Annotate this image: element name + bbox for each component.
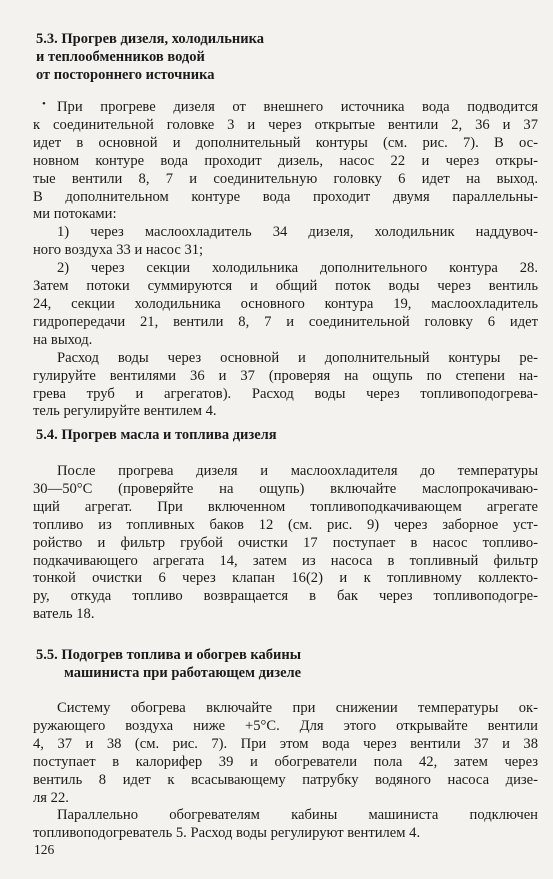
text-line: топливоподогреватель 5. Расход воды регулируют вентилем 4.	[33, 825, 421, 842]
paragraph	[33, 700, 538, 807]
text-line: топливо из топливных баков 12 (см. рис. 9) через заборное уст-	[33, 516, 538, 533]
text-line: В дополнительном контуре вода проходит двумя параллельны-	[33, 188, 538, 205]
heading-line: от постороннего источника	[36, 67, 215, 83]
text-line: к соединительной головке 3 и через открытые вентили 2, 36 и 37	[33, 116, 538, 133]
text-line: 30—50°С (проверяйте на ощупь) включайте маслопрокачиваю-	[33, 480, 538, 497]
text-line: тые вентили 8, 7 и соединительную головку 6 идет на выход.	[33, 170, 538, 187]
heading-line: 5.4. Прогрев масла и топлива дизеля	[36, 427, 277, 443]
text-line: Параллельно обогревателям кабины машиниста подключен	[57, 807, 538, 824]
text-line: 24, секции холодильника основного контура 19, маслоохладитель	[33, 295, 538, 312]
section-5-4-heading	[36, 426, 277, 444]
ink-mark: •	[42, 98, 46, 110]
text-line: подкачивающего агрегата 14, затем из насоса в топливный фильтр	[33, 552, 538, 569]
text-line: 2) через секции холодильника дополнительного контура 28.	[57, 260, 538, 277]
paragraph	[33, 350, 538, 422]
text-line: Затем потоки суммируются и общий поток воды через вентиль	[33, 278, 538, 295]
paragraph	[33, 224, 538, 260]
text-line: тонкой очистки 6 через клапан 16(2) и к топливному коллекто-	[33, 570, 538, 587]
text-line: грева труб и агрегатов). Расход воды через топливоподогрева-	[33, 385, 538, 402]
text-line: ля 22.	[33, 789, 69, 806]
text-line: ватель 18.	[33, 606, 95, 623]
heading-line: 5.3. Прогрев дизеля, холодильника	[36, 31, 264, 47]
text-line: гулируйте вентилями 36 и 37 (проверяя на ощупь по степени на-	[33, 367, 538, 384]
section-5-4-body	[33, 463, 538, 624]
paragraph	[33, 99, 538, 224]
page-number: 126	[34, 842, 55, 857]
text-line: При прогреве дизеля от внешнего источника вода подводится	[57, 99, 538, 115]
paragraph	[33, 807, 538, 843]
heading-line: 5.5. Подогрев топлива и обогрев кабины	[36, 647, 302, 663]
paragraph	[33, 463, 538, 624]
text-line: вентиль 8 идет к всасывающему патрубку водяного насоса дизе-	[33, 771, 538, 788]
section-5-5-body	[33, 700, 538, 843]
text-line: ружающего воздуха ниже +5°С. Для этого открывайте вентили	[33, 717, 538, 734]
text-line: идет в основной и дополнительный контуры (см. рис. 7). В ос-	[33, 134, 538, 151]
text-line: тель регулируйте вентилем 4.	[33, 403, 217, 420]
text-line: ми потоками:	[33, 206, 117, 223]
text-line: новном контуре вода проходит дизель, насос 22 и через откры-	[33, 152, 538, 169]
text-line: После прогрева дизеля и маслоохладителя до температуры	[57, 463, 538, 479]
text-line: гидропередачи 21, вентили 8, 7 и соединительной головку 6 идет	[33, 313, 538, 330]
text-line: ру, откуда топливо возвращается в бак через топливоподогре-	[33, 588, 538, 605]
text-line: на выход.	[33, 331, 93, 348]
text-line: 1) через маслоохладитель 34 дизеля, холодильник наддувоч-	[57, 224, 538, 241]
text-line: Систему обогрева включайте при снижении температуры ок-	[57, 700, 538, 716]
heading-line: и теплообменников водой	[36, 49, 205, 65]
section-5-3-heading	[36, 30, 264, 84]
text-line: щий агрегат. При включенном топливоподкачивающем агрегате	[33, 498, 538, 515]
text-line: 4, 37 и 38 (см. рис. 7). При этом вода через вентили 37 и 38	[33, 735, 538, 752]
section-5-5-heading	[36, 646, 301, 682]
paragraph	[33, 260, 538, 350]
text-line: ройство и фильтр грубой очистки 17 поступает в насос топливо-	[33, 534, 538, 551]
text-line: поступает в калорифер 39 и обогреватели пола 42, затем через	[33, 753, 538, 770]
section-5-3-body	[33, 99, 538, 421]
text-line: ного воздуха 33 и насос 31;	[33, 242, 204, 259]
text-line: Расход воды через основной и дополнительный контуры ре-	[57, 349, 538, 366]
heading-line: машиниста при работающем дизеле	[64, 665, 302, 681]
